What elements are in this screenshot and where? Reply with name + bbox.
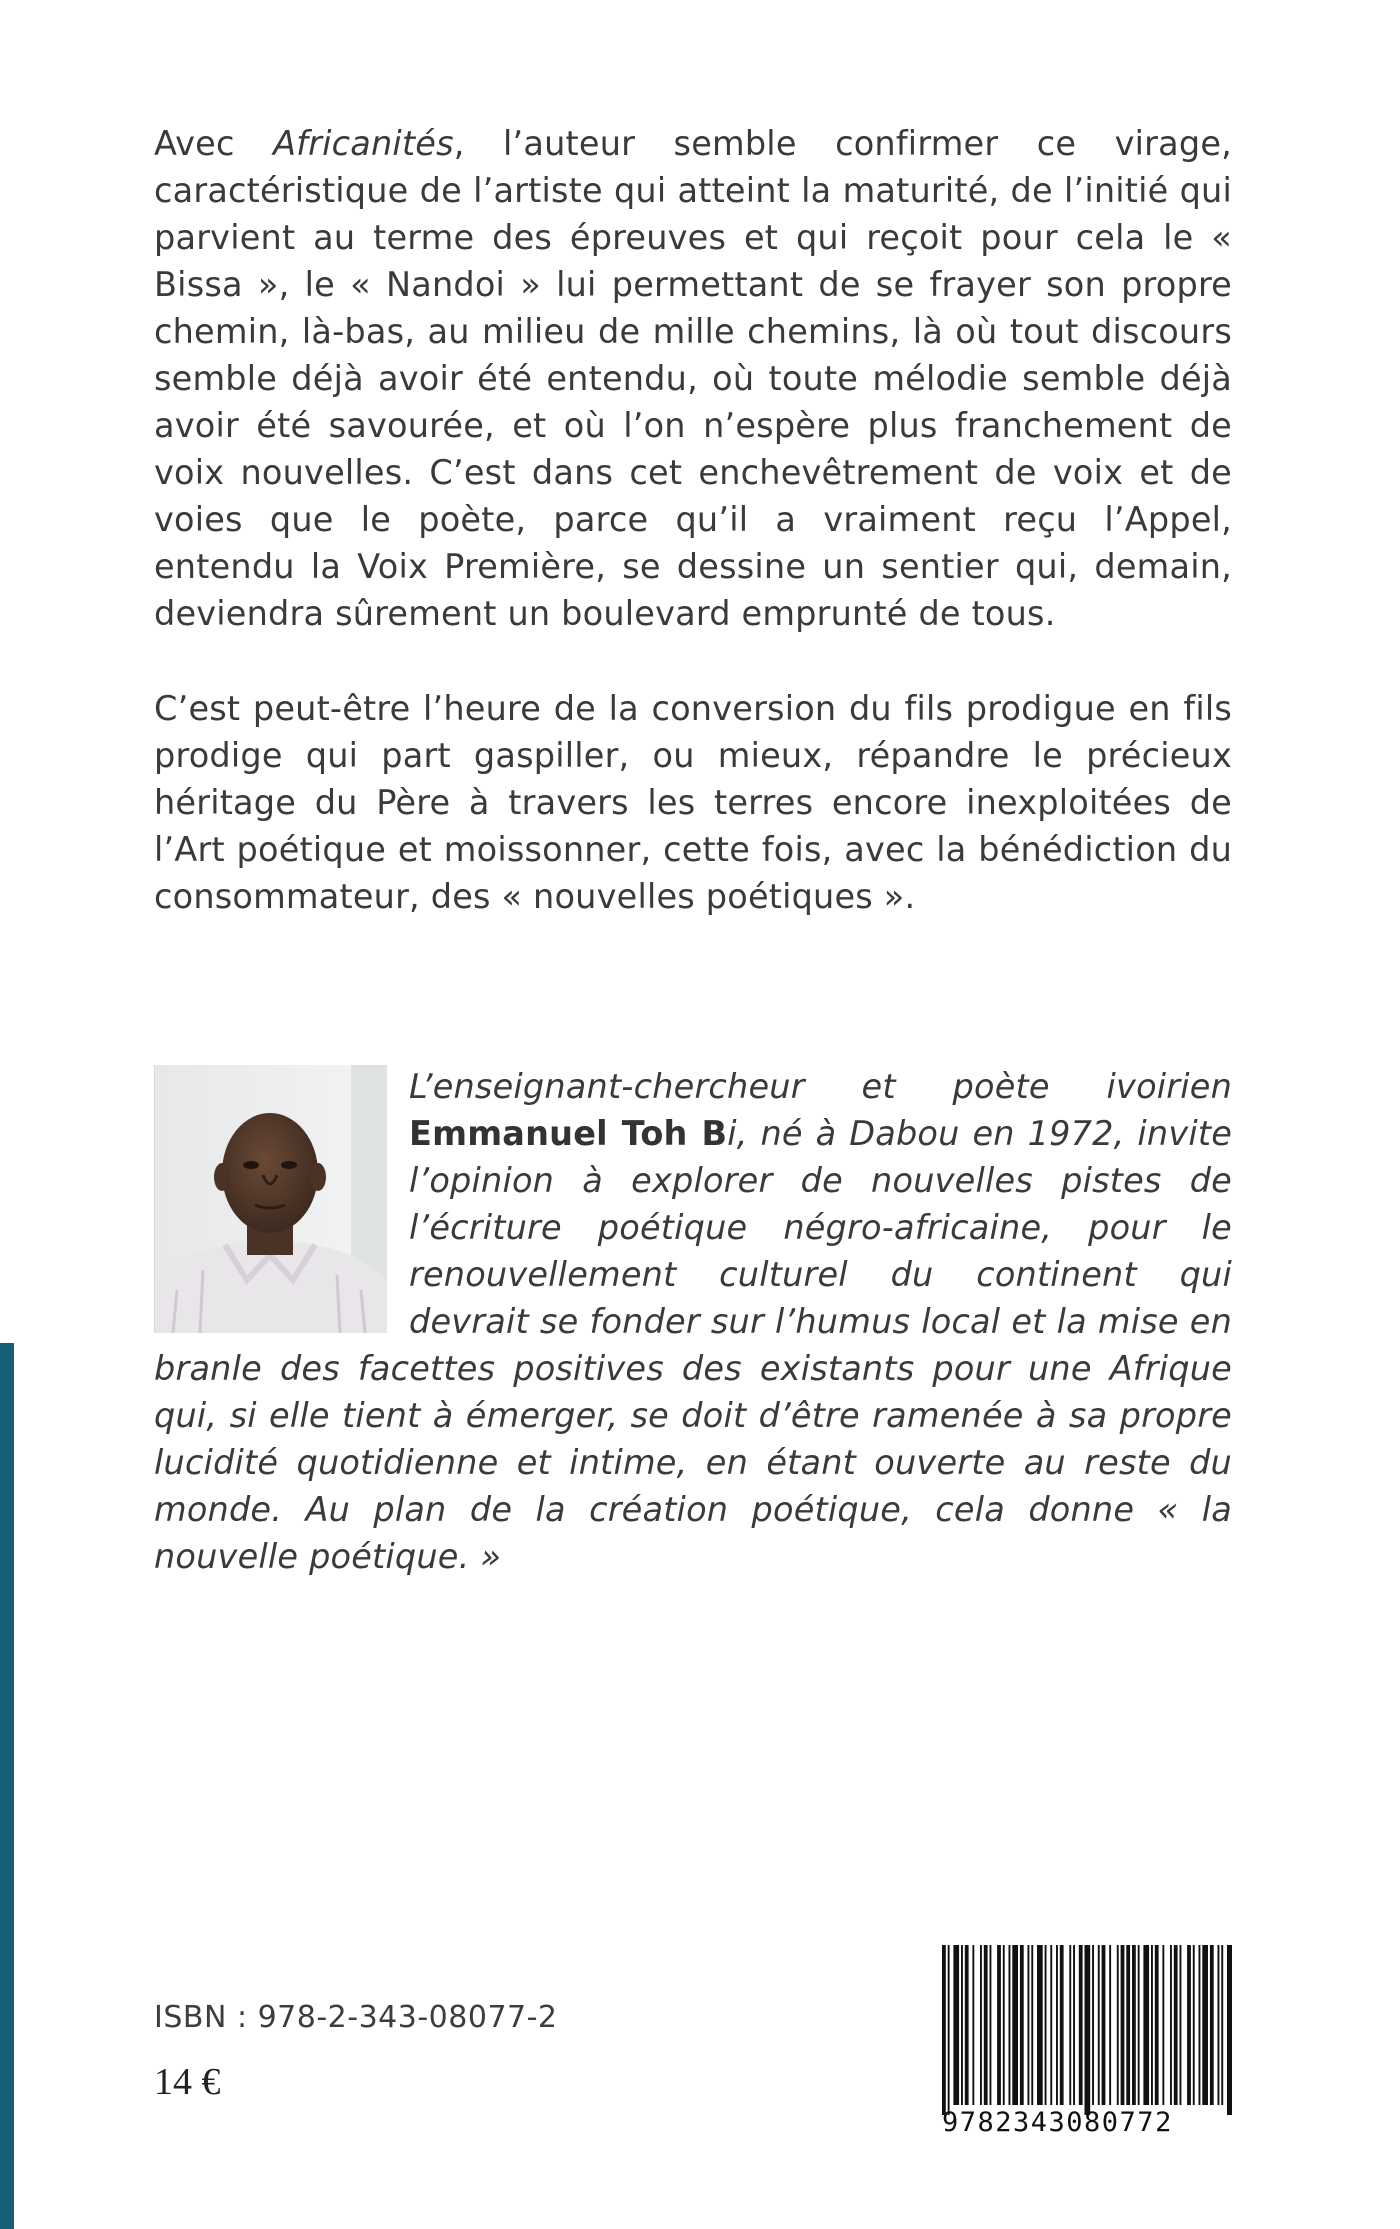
barcode-bar — [1073, 1945, 1075, 2105]
barcode-bar — [1098, 1945, 1100, 2105]
barcode-bar — [1060, 1945, 1064, 2105]
barcode-bar — [1020, 1945, 1024, 2105]
barcode-bar — [980, 1945, 982, 2105]
barcode-bar — [1085, 1945, 1091, 2115]
barcode-bar — [1132, 1945, 1136, 2105]
barcode-bar — [1199, 1945, 1201, 2105]
author-photo — [154, 1065, 387, 1333]
barcode-bar — [1050, 1945, 1052, 2105]
barcode-bar — [948, 1945, 950, 2115]
barcode-bar — [1009, 1945, 1011, 2105]
barcode-bar — [990, 1945, 992, 2105]
barcode-bar — [1210, 1945, 1214, 2105]
barcode-bar — [997, 1945, 1001, 2105]
barcode-bar — [1180, 1945, 1182, 2105]
barcode-bar — [1031, 1945, 1033, 2105]
book-title: Africanités — [273, 124, 454, 163]
bio-rest: i, né à Dabou en 1972, invite l’opinion à explorer de nouvelles pistes de l’écriture poétique négro-africaine, pour le renouvellement culturel du continent qui devrait se fonder sur l’humus local et la mise en branle des facettes positives des existants pour une Afrique qui, si elle tient à émerger, se doit d’être ramenée à sa propre lucidité quotidienne et intime, en étant ouverte au reste du monde. Au plan de la création poétique, cela donne « la nouvelle poétique. » — [154, 1114, 1233, 1576]
author-name: Emmanuel Toh B — [409, 1114, 728, 1153]
barcode-bar — [965, 1945, 969, 2105]
blurb-paragraph-1 — [154, 120, 1232, 637]
barcode-bar — [1151, 1945, 1153, 2105]
isbn-barcode — [942, 1945, 1232, 2115]
barcode-bar — [1126, 1945, 1130, 2105]
barcode-bar — [984, 1945, 988, 2105]
blurb-paragraph-2: C’est peut-être l’heure de la conversion du fils prodigue en fils prodige qui part gaspiller, ou mieux, répandre le précieux héritage du Père à travers les terres encore inexploitées de l’Art poétique et moissonner, cette fois, avec la bénédiction du consommateur, des « nouvelles poétiques ». — [154, 689, 1232, 916]
barcode-bar — [1012, 1945, 1018, 2105]
isbn-label: ISBN : 978-2-343-08077-2 — [154, 2000, 558, 2035]
barcode-bar — [1162, 1945, 1164, 2105]
barcode-bar — [1227, 1945, 1232, 2115]
price-label: 14 € — [154, 2061, 221, 2103]
barcode-bar — [1028, 1945, 1030, 2105]
barcode-bar — [1170, 1945, 1172, 2105]
barcode-bar — [1079, 1945, 1083, 2105]
barcode-bar — [1102, 1945, 1106, 2105]
barcode-bar — [1221, 1945, 1223, 2105]
barcode-bar — [1056, 1945, 1058, 2105]
barcode-bar — [1193, 1945, 1195, 2105]
bio-intro: L’enseignant-chercheur et poète ivoirien — [409, 1067, 1232, 1106]
barcode-bar — [1218, 1945, 1220, 2105]
barcode-bar — [1109, 1945, 1111, 2105]
barcode-bar — [1092, 1945, 1094, 2105]
barcode-bar — [1069, 1945, 1071, 2105]
barcode-bar — [1138, 1945, 1140, 2105]
barcode-bar — [1003, 1945, 1005, 2105]
barcode-bar — [1045, 1945, 1047, 2105]
barcode-digits: 9782343080772 — [942, 2107, 1173, 2138]
barcode-bar — [1037, 1945, 1043, 2105]
barcode-bar — [1121, 1945, 1125, 2105]
barcode-bar — [1143, 1945, 1149, 2105]
barcode-bar — [961, 1945, 963, 2105]
barcode-bar — [1117, 1945, 1119, 2105]
side-color-bar — [0, 1343, 14, 2229]
barcode-bar — [1187, 1945, 1191, 2105]
barcode-bar — [953, 1945, 959, 2105]
paragraph-1-body: , l’auteur semble confirmer ce virage, caractéristique de l’artiste qui atteint la maturité, de l’initié qui parvient au terme des épreuves et qui reçoit pour cela le « Bissa », le « Nandoi » lui permettant de se frayer son propre chemin, là-bas, au milieu de mille chemins, là où tout discours semble déjà avoir été entendu, où toute mélodie semble déjà avoir été savourée, et où l’on n’espère plus franchement de voix nouvelles. C’est dans cet enchevêtrement de voix et de voies que le poète, parce qu’il a vraiment reçu l’Appel, entendu la Voix Première, se dessine un sentier qui, demain, deviendra sûrement un boulevard emprunté de tous. — [154, 124, 1232, 633]
barcode-bar — [1174, 1945, 1178, 2105]
barcode-bar — [972, 1945, 974, 2105]
barcode-bar — [1155, 1945, 1159, 2105]
barcode-bar — [1202, 1945, 1208, 2105]
barcode-bar — [942, 1945, 946, 2115]
paragraph-1-start: Avec — [154, 124, 274, 163]
author-bio — [154, 1063, 1232, 1580]
